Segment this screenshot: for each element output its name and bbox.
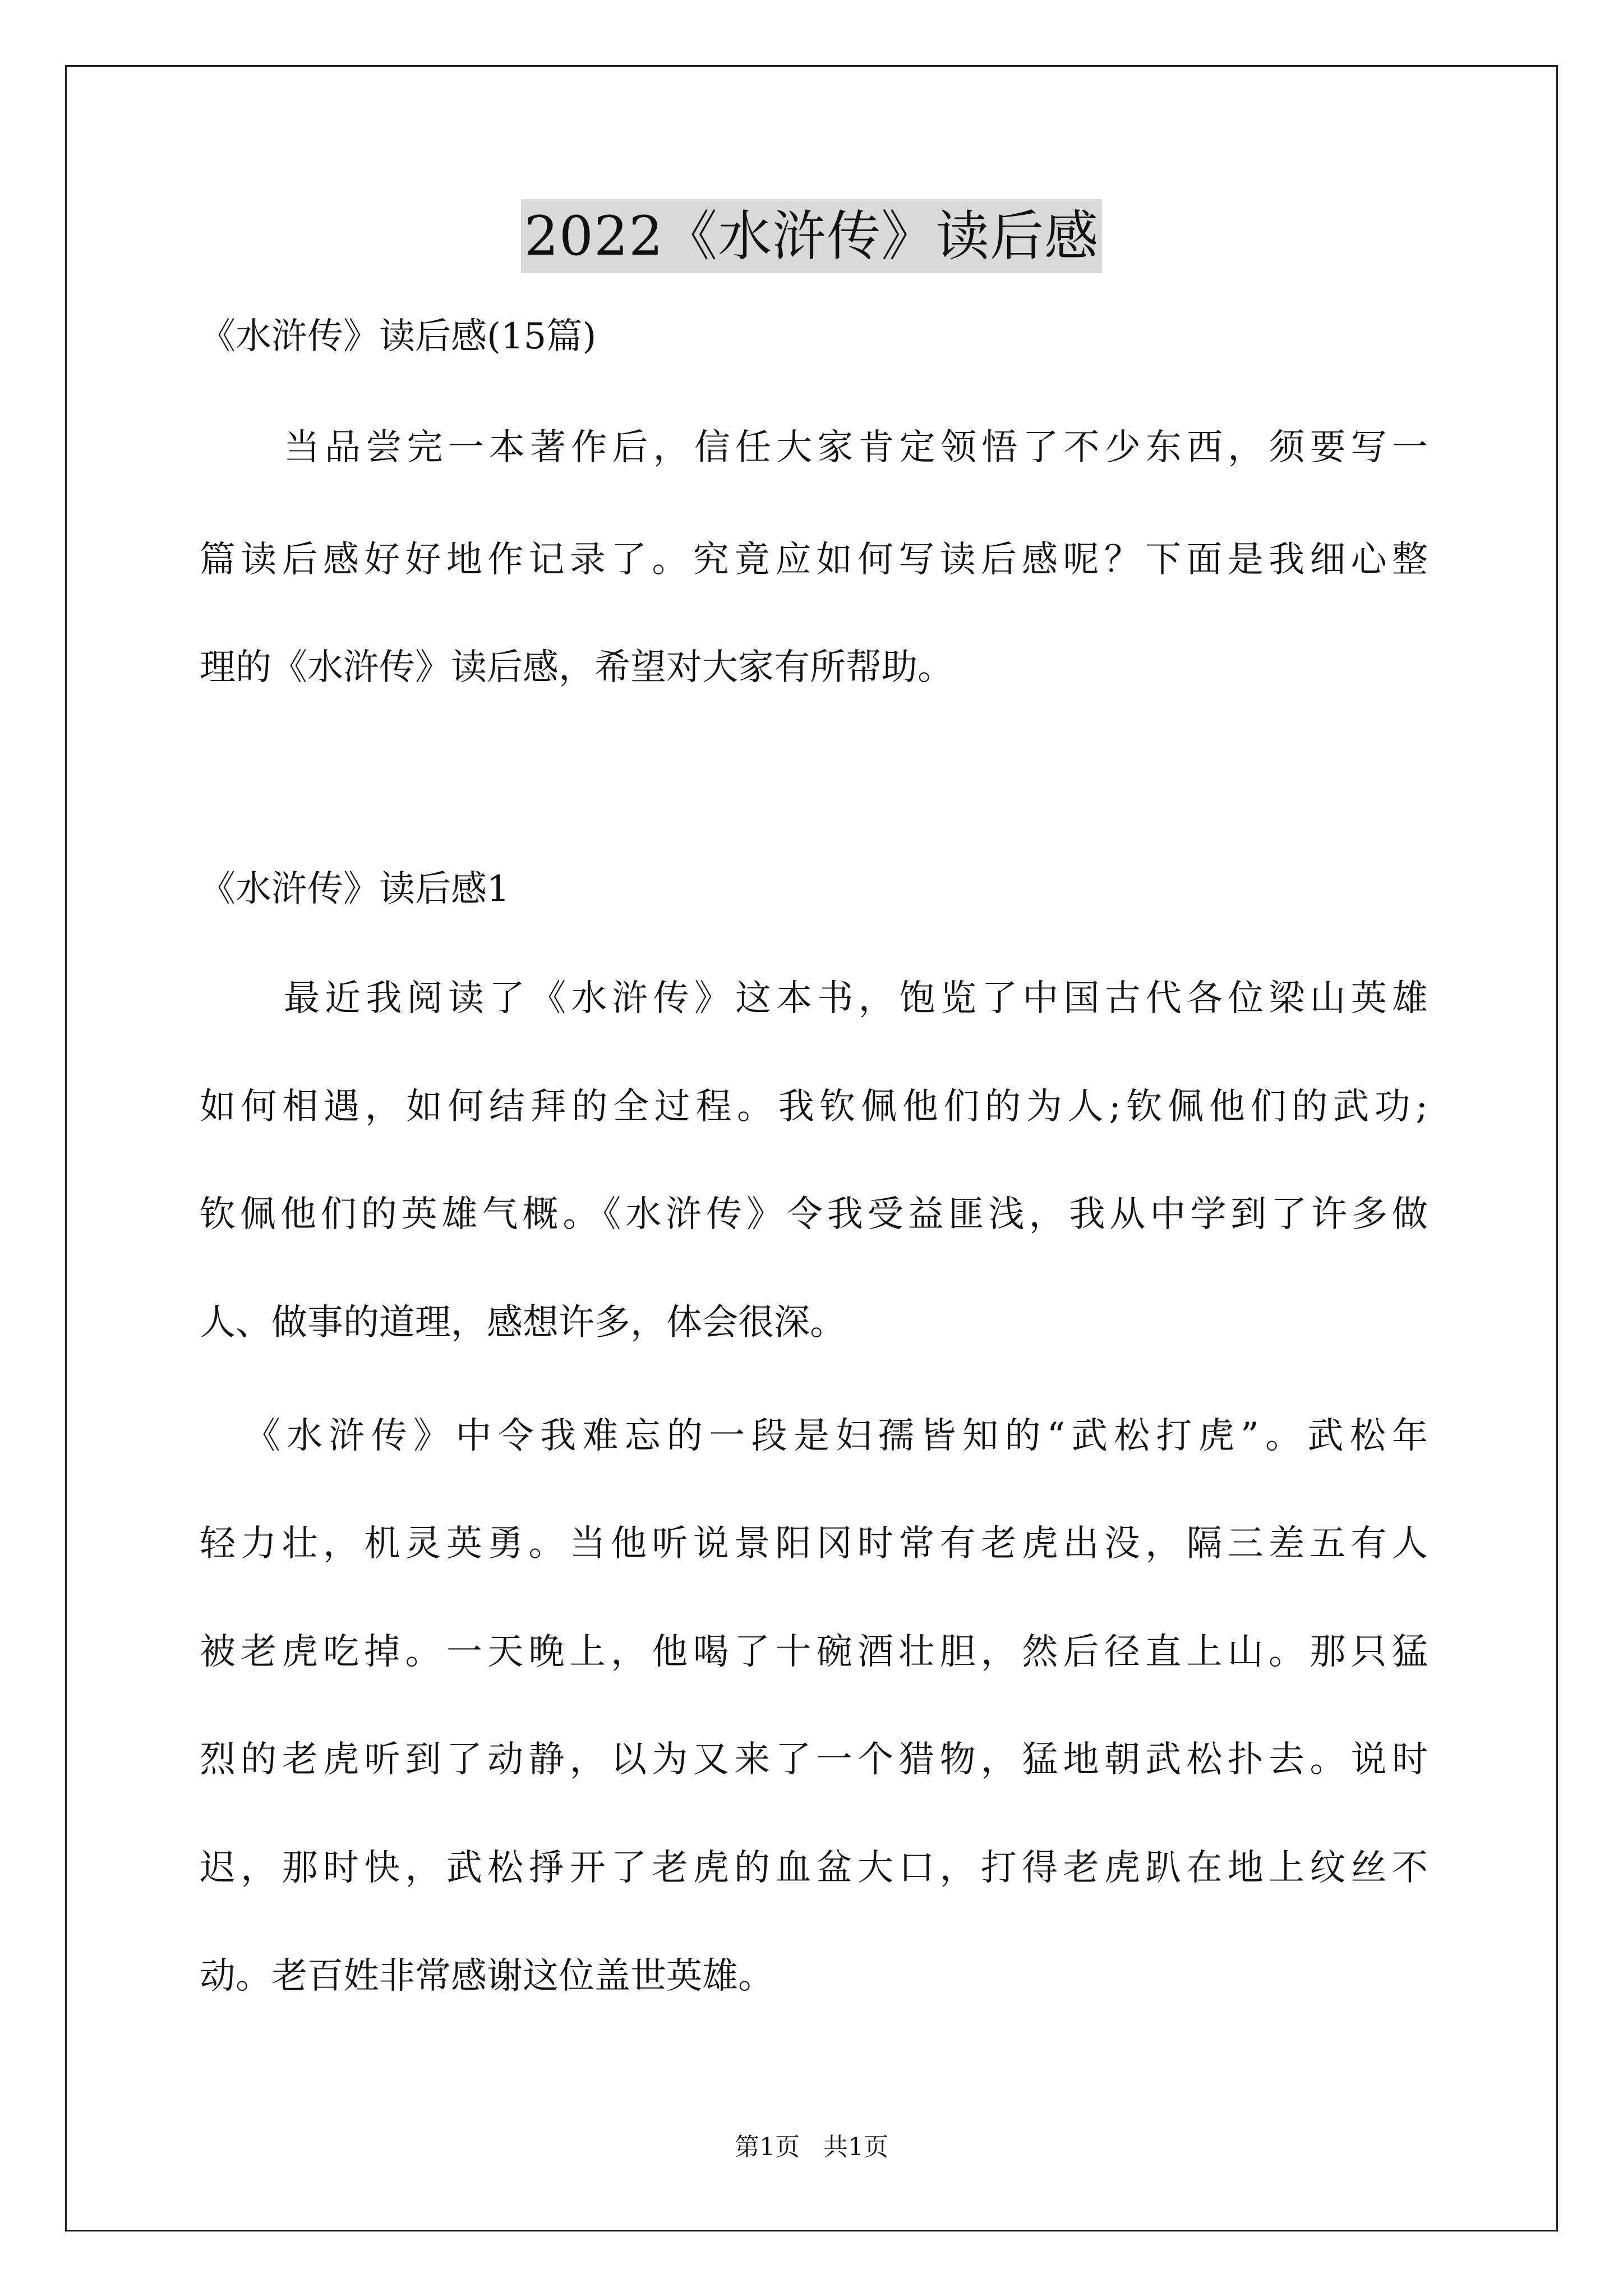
page-border xyxy=(65,65,1558,2231)
section-heading: 《水浒传》读后感1 xyxy=(200,868,510,910)
page-number: 第1页 xyxy=(735,2133,800,2161)
page-total: 共1页 xyxy=(823,2133,888,2161)
paragraph1-line-3: 钦佩他们的英雄气概。《水浒传》令我受益匪浅，我从中学到了许多做 xyxy=(200,1194,1428,1235)
intro-line-2: 篇读后感好好地作记录了。究竟应如何写读后感呢？下面是我细心整 xyxy=(200,539,1428,581)
page-footer xyxy=(0,2132,1623,2163)
document-subtitle: 《水浒传》读后感(15篇) xyxy=(200,316,597,357)
intro-line-3: 理的《水浒传》读后感，希望对大家有所帮助。 xyxy=(200,647,953,688)
paragraph2-line-2: 轻力壮，机灵英勇。当他听说景阳冈时常有老虎出没，隔三差五有人 xyxy=(200,1523,1428,1565)
title-container xyxy=(0,199,1623,273)
paragraph1-line-4: 人、做事的道理，感想许多，体会很深。 xyxy=(200,1302,846,1343)
paragraph1-line-2: 如何相遇，如何结拜的全过程。我钦佩他们的为人;钦佩他们的武功; xyxy=(200,1086,1428,1128)
paragraph2-line-5: 迟，那时快，武松掙开了老虎的血盆大口，打得老虎趴在地上纹丝不 xyxy=(200,1847,1428,1889)
paragraph2-line-1: 《水浒传》中令我难忘的一段是妇孺皆知的“武松打虎”。武松年 xyxy=(245,1415,1428,1457)
intro-line-1: 当品尝完一本著作后，信任大家肯定领悟了不少东西，须要写一 xyxy=(284,427,1428,468)
paragraph2-line-6: 动。老百姓非常感谢这位盖世英雄。 xyxy=(200,1955,774,1997)
paragraph1-line-1: 最近我阅读了《水浒传》这本书，饱览了中国古代各位梁山英雄 xyxy=(284,978,1428,1019)
paragraph2-line-4: 烈的老虎听到了动静，以为又来了一个猎物，猛地朝武松扑去。说时 xyxy=(200,1739,1428,1780)
document-title: 2022《水浒传》读后感 xyxy=(521,199,1102,273)
paragraph2-line-3: 被老虎吃掉。一天晚上，他喝了十碗酒壮胆，然后径直上山。那只猛 xyxy=(200,1631,1428,1673)
